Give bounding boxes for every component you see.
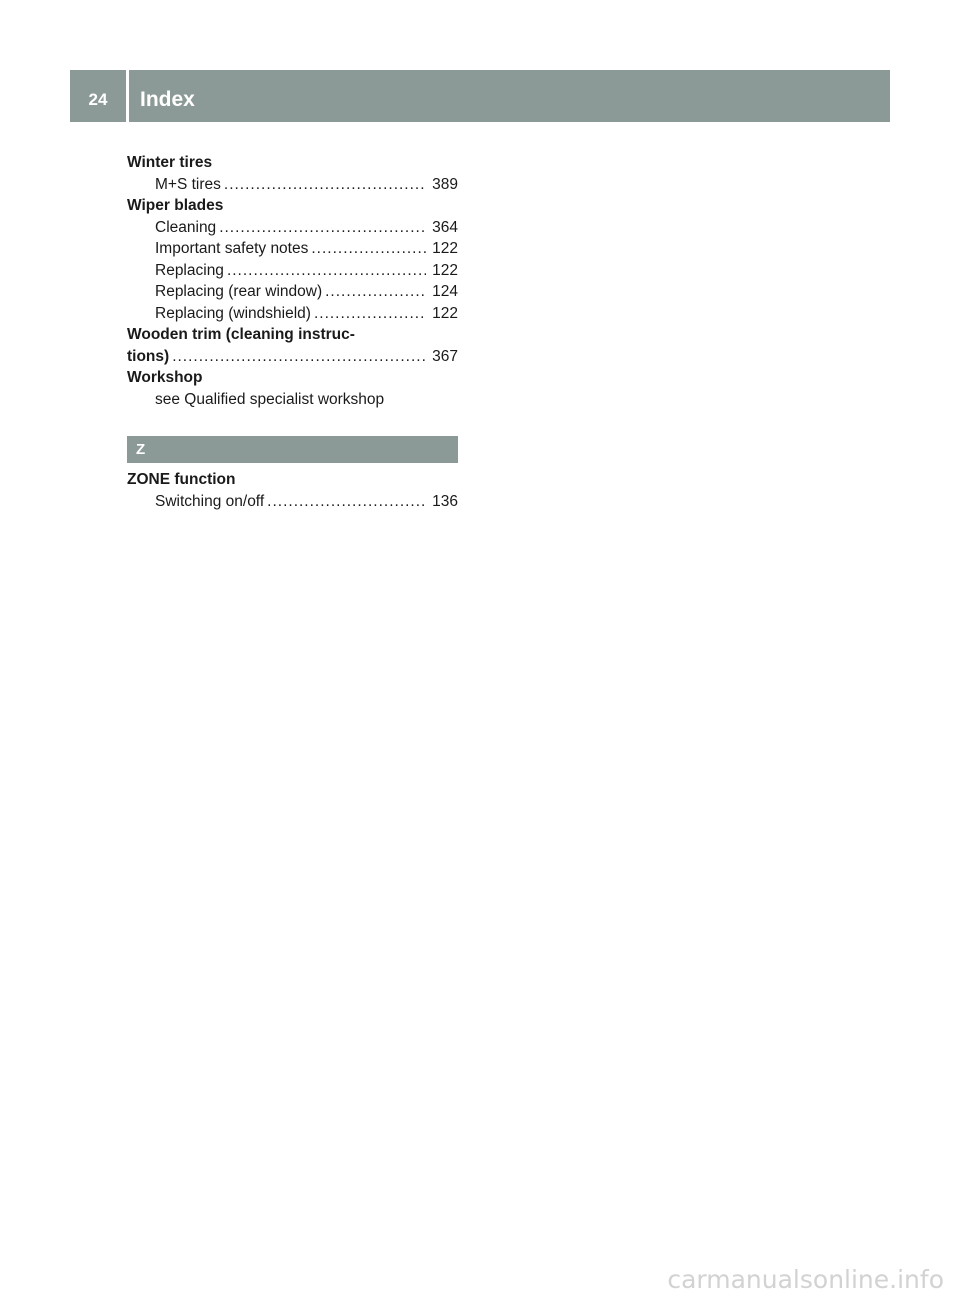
index-subentry[interactable] <box>127 217 458 239</box>
dot-leader <box>325 281 426 303</box>
index-entry-title: Workshop <box>127 369 203 386</box>
index-entry-title: Wooden trim (cleaning instruc- <box>127 326 355 343</box>
index-subentry[interactable] <box>127 491 458 513</box>
index-subentry[interactable] <box>127 303 458 325</box>
subentry-label: M+S tires <box>155 175 221 193</box>
subentry-label: Replacing (windshield) <box>155 304 311 322</box>
index-entry-continuation[interactable] <box>127 346 458 368</box>
dot-leader <box>267 491 426 513</box>
dot-leader <box>172 346 426 368</box>
page-reference[interactable]: 124 <box>432 283 458 300</box>
entry-title-continuation: tions) <box>127 347 170 365</box>
page-reference[interactable]: 367 <box>432 347 458 365</box>
dot-leader <box>314 303 426 325</box>
dot-leader <box>224 174 426 196</box>
watermark: carmanualsonline.info <box>667 1265 944 1294</box>
subentry-label: Switching on/off <box>155 492 265 510</box>
index-subentry[interactable] <box>127 260 458 282</box>
dot-leader <box>219 217 426 239</box>
subentry-label: Important safety notes <box>155 240 309 257</box>
section-title: Index <box>140 88 195 111</box>
index-subentry[interactable] <box>127 281 458 303</box>
page-reference[interactable]: 136 <box>432 492 458 510</box>
page-reference[interactable]: 122 <box>432 261 458 279</box>
subentry-label: Cleaning <box>155 218 217 236</box>
page-reference[interactable]: 364 <box>432 218 458 236</box>
page-reference[interactable]: 389 <box>432 175 458 193</box>
dot-leader <box>227 260 426 282</box>
index-subentry[interactable] <box>127 174 458 196</box>
page-reference[interactable]: 122 <box>432 304 458 322</box>
index-entry-title: Winter tires <box>127 154 213 171</box>
letter-heading-z: Z <box>127 436 458 463</box>
page-number: 24 <box>88 90 108 109</box>
header-bar <box>70 70 890 122</box>
subentry-label: Replacing (rear window) <box>155 283 323 300</box>
index-entry-title: Wiper blades <box>127 197 224 214</box>
dot-leader <box>311 238 426 260</box>
index-subentry[interactable] <box>127 238 458 260</box>
index-column <box>127 152 458 512</box>
page-reference[interactable]: 122 <box>432 240 458 257</box>
header-divider <box>126 70 129 122</box>
subentry-label: Replacing <box>155 261 224 279</box>
index-entry-title: ZONE function <box>127 471 236 488</box>
see-also-reference[interactable]: see Qualified specialist workshop <box>155 390 385 408</box>
